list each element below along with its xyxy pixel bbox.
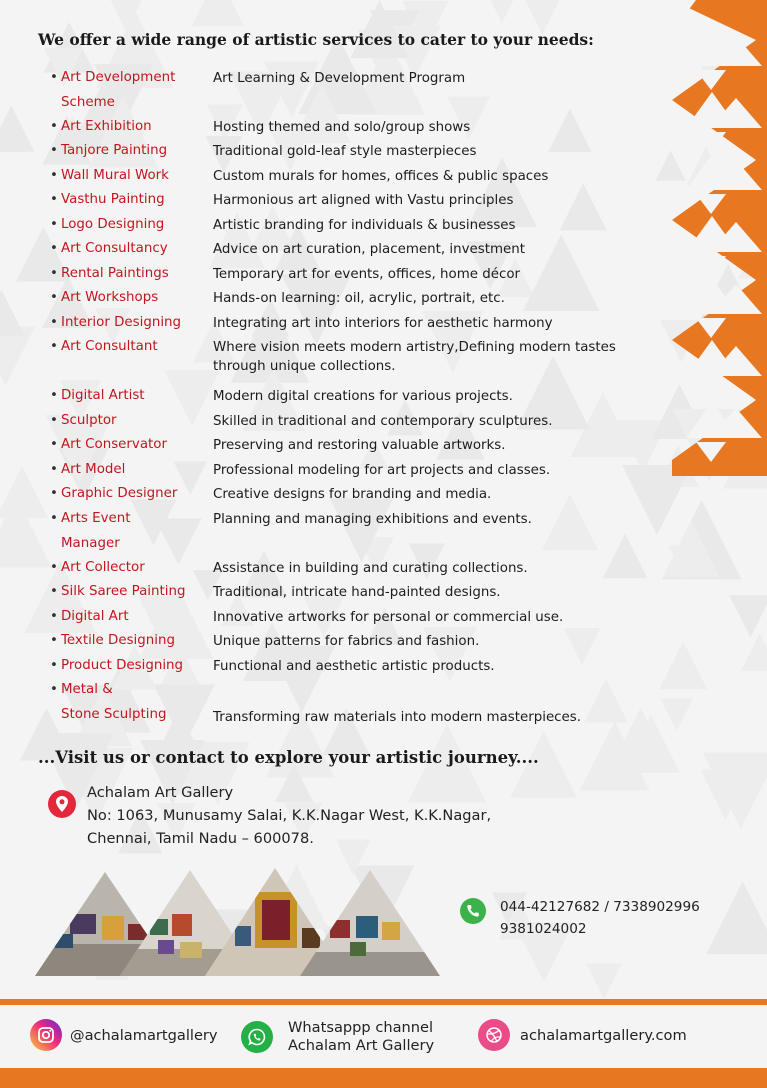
footer-top-band: [0, 999, 767, 1005]
visit-tagline: ...Visit us or contact to explore your artistic journey....: [38, 748, 539, 767]
bullet-icon: •: [50, 658, 58, 673]
bullet-icon: •: [50, 633, 58, 648]
service-name: [50, 580, 213, 605]
service-description: Professional modeling for art projects and classes.: [213, 463, 551, 478]
service-row: [50, 433, 650, 458]
service-description: Integrating art into interiors for aesthetic harmony: [213, 316, 553, 331]
service-row: [50, 311, 650, 336]
service-name-text: Art Model: [61, 462, 126, 477]
service-description: Temporary art for events, offices, home décor: [213, 267, 521, 282]
service-name-text: Rental Paintings: [61, 266, 169, 281]
service-description: Transforming raw materials into modern masterpieces.: [213, 709, 582, 725]
service-row: [50, 482, 650, 507]
cutout-triangle: [696, 380, 726, 400]
service-name-text: Digital Artist: [61, 388, 145, 403]
gallery-name: Achalam Art Gallery: [87, 784, 234, 801]
service-description: Skilled in traditional and contemporary sculptures.: [213, 414, 553, 429]
background-triangle: [96, 0, 157, 31]
service-description: Artistic branding for individuals & businesses: [213, 218, 516, 233]
background-triangle: [486, 0, 517, 23]
service-row: [50, 409, 650, 434]
service-description: Innovative artworks for personal or commercial use.: [213, 610, 564, 625]
service-name: [50, 66, 213, 115]
dribbble-icon: [478, 1019, 510, 1051]
service-name-text: Logo Designing: [61, 217, 165, 232]
background-triangle: [706, 881, 767, 954]
cutout-triangle: [666, 0, 696, 40]
service-row: [50, 139, 650, 164]
service-row: [50, 237, 650, 262]
bullet-icon: •: [50, 315, 58, 330]
service-name-text: Interior Designing: [61, 315, 182, 330]
bullet-icon: •: [50, 70, 58, 85]
phone-icon: [460, 898, 486, 924]
service-name: [50, 262, 213, 287]
service-row: [50, 164, 650, 189]
address-line-1: No: 1063, Munusamy Salai, K.K.Nagar West, K.K.Nagar,: [87, 807, 492, 824]
service-name: [50, 335, 213, 376]
background-triangle: [659, 641, 707, 689]
service-name: [50, 629, 213, 654]
service-name-text: Art Development Scheme: [61, 70, 176, 110]
service-description: Advice on art curation, placement, investment: [213, 242, 525, 257]
bullet-icon: •: [50, 290, 58, 305]
service-name: [50, 507, 213, 556]
orange-triangle-decoration: [666, 0, 767, 476]
service-description: Custom murals for homes, offices & public spaces: [213, 169, 549, 184]
service-description: Preserving and restoring valuable artworks.: [213, 438, 506, 453]
service-row: [50, 629, 650, 654]
service-description: Hosting themed and solo/group shows: [213, 120, 471, 135]
service-description: Planning and managing exhibitions and events.: [213, 512, 532, 527]
background-triangle: [586, 964, 622, 1000]
service-name: [50, 213, 213, 238]
phone-numbers: [500, 896, 700, 940]
service-name-text: Wall Mural Work: [61, 168, 169, 183]
instagram-handle: @achalamartgallery: [70, 1026, 218, 1044]
service-name: [50, 188, 213, 213]
service-name: [50, 654, 213, 679]
background-triangle: [0, 290, 24, 336]
services-heading: We offer a wide range of artistic services to cater to your needs:: [38, 30, 594, 49]
service-description: Harmonious art aligned with Vastu principles: [213, 193, 514, 208]
service-name-text: Art Consultancy: [61, 241, 168, 256]
bullet-icon: •: [50, 511, 58, 526]
service-row: [50, 507, 650, 556]
service-description: Traditional gold-leaf style masterpieces: [213, 144, 477, 159]
bullet-icon: •: [50, 241, 58, 256]
background-triangle: [0, 466, 48, 518]
service-row: [50, 286, 650, 311]
service-name: [50, 115, 213, 140]
background-triangle: [729, 595, 767, 637]
phone-line-2[interactable]: 9381024002: [500, 921, 587, 937]
service-row: [50, 262, 650, 287]
gallery-photo-4: [295, 864, 445, 980]
service-name-text: Textile Designing: [61, 633, 175, 648]
service-name: [50, 556, 213, 581]
service-name: [50, 458, 213, 483]
service-row: [50, 115, 650, 140]
service-name-text: Art Exhibition: [61, 119, 152, 134]
service-description: Functional and aesthetic artistic products.: [213, 659, 495, 674]
service-name: [50, 678, 213, 730]
bullet-icon: •: [50, 560, 58, 575]
bullet-icon: •: [50, 119, 58, 134]
service-row: [50, 213, 650, 238]
instagram-icon: [30, 1019, 62, 1051]
service-name: [50, 605, 213, 630]
website-url: achalamartgallery.com: [520, 1026, 687, 1044]
cutout-triangle: [696, 256, 726, 276]
service-name-text: Product Designing: [61, 658, 184, 673]
service-row: [50, 335, 650, 376]
bullet-icon: •: [50, 192, 58, 207]
bullet-icon: •: [50, 217, 58, 232]
service-description: Modern digital creations for various projects.: [213, 389, 513, 404]
service-name-text: Graphic Designer: [61, 486, 178, 501]
whatsapp-text: [288, 1019, 434, 1055]
service-name-text: Metal & Stone Sculpting: [61, 682, 167, 722]
whatsapp-line-2: Achalam Art Gallery: [288, 1037, 435, 1054]
service-row: [50, 458, 650, 483]
bullet-icon: •: [50, 388, 58, 403]
bullet-icon: •: [50, 584, 58, 599]
whatsapp-line-1: Whatsappp channel: [288, 1019, 434, 1036]
whatsapp-icon: [241, 1021, 273, 1053]
service-description: Where vision meets modern artistry,Defining modern tastes through unique collections.: [213, 340, 616, 374]
service-description: Unique patterns for fabrics and fashion.: [213, 634, 480, 649]
service-name-text: Vasthu Painting: [61, 192, 165, 207]
whatsapp-channel-link[interactable]: [241, 1019, 434, 1055]
address-line-2: Chennai, Tamil Nadu – 600078.: [87, 830, 314, 847]
address-block: [87, 781, 491, 850]
instagram-link[interactable]: [30, 1019, 218, 1051]
service-description: Traditional, intricate hand-painted designs.: [213, 585, 501, 600]
location-pin-icon: [48, 790, 76, 818]
service-name: [50, 237, 213, 262]
service-row: [50, 556, 650, 581]
bullet-icon: •: [50, 143, 58, 158]
service-name: [50, 164, 213, 189]
service-name: [50, 139, 213, 164]
service-name-text: Art Workshops: [61, 290, 159, 305]
service-name-text: Art Collector: [61, 560, 145, 575]
bullet-icon: •: [50, 462, 58, 477]
service-description: Hands-on learning: oil, acrylic, portrait, etc.: [213, 291, 505, 306]
service-name-text: Arts Event Manager: [61, 511, 131, 551]
background-triangle: [741, 633, 767, 671]
service-name-text: Art Conservator: [61, 437, 168, 452]
background-triangle: [191, 0, 244, 26]
cutout-triangle: [696, 132, 726, 152]
service-row: [50, 605, 650, 630]
bullet-icon: •: [50, 682, 58, 697]
bullet-icon: •: [50, 437, 58, 452]
bullet-icon: •: [50, 168, 58, 183]
service-description: Art Learning & Development Program: [213, 71, 466, 86]
service-name: [50, 409, 213, 434]
service-description: Assistance in building and curating collections.: [213, 561, 528, 576]
service-description: Creative designs for branding and media.: [213, 487, 492, 502]
phone-line-1[interactable]: 044-42127682 / 7338902996: [500, 899, 700, 915]
bullet-icon: •: [50, 339, 58, 354]
background-triangle: [661, 698, 694, 731]
service-name-text: Sculptor: [61, 413, 117, 428]
footer-bottom-band: [0, 1068, 767, 1088]
service-row: [50, 188, 650, 213]
gallery-photo-collage: [30, 864, 450, 980]
service-name-text: Art Consultant: [61, 339, 158, 354]
background-triangle: [0, 106, 34, 152]
service-row: [50, 384, 650, 409]
bullet-icon: •: [50, 266, 58, 281]
service-name: [50, 433, 213, 458]
bullet-icon: •: [50, 609, 58, 624]
service-name: [50, 384, 213, 409]
service-name: [50, 482, 213, 507]
service-row: [50, 580, 650, 605]
bullet-icon: •: [50, 413, 58, 428]
service-row: [50, 66, 650, 115]
bullet-icon: •: [50, 486, 58, 501]
service-name-text: Tanjore Painting: [61, 143, 168, 158]
service-name-text: Digital Art: [61, 609, 129, 624]
website-link[interactable]: [478, 1019, 687, 1051]
service-name: [50, 286, 213, 311]
service-row: [50, 678, 650, 730]
service-name-text: Silk Saree Painting: [61, 584, 186, 599]
service-name: [50, 311, 213, 336]
service-row: [50, 654, 650, 679]
